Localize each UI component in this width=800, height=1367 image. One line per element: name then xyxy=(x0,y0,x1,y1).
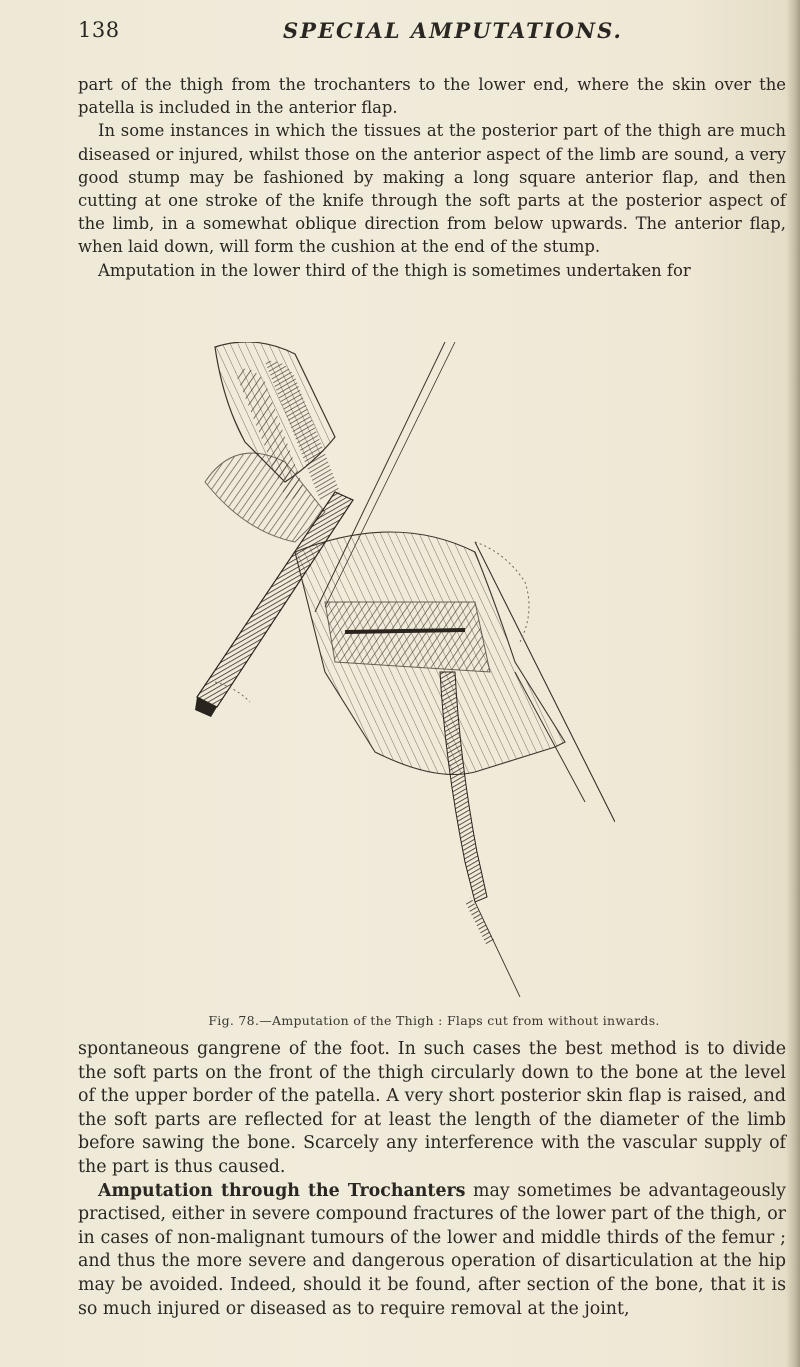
leg-shading xyxy=(465,897,495,946)
paragraph xyxy=(78,1180,786,1322)
bone-section xyxy=(345,630,465,632)
paragraph: In some instances in which the tissues at the posterior part of the thigh are much diseased or injured, whilst those on the anterior aspect of the limb are sound, a very good stump may be fashioned by making a long square anterior flap, and then cutting at one stroke of the knife through the soft parts at the posterior aspect of the limb, in a somewhat oblique direction from below upwards. The anterior flap, when laid down, will form the cushion at the end of the stump. xyxy=(78,121,786,257)
thigh-amputation-illustration xyxy=(175,342,615,997)
paragraph: Amputation in the lower third of the thigh is sometimes undertaken for xyxy=(98,260,691,280)
figure-thigh-amputation xyxy=(175,342,615,997)
figure-caption xyxy=(0,1013,800,1028)
text-block-top xyxy=(78,73,786,282)
muscle-section xyxy=(325,602,490,672)
paragraph: spontaneous gangrene of the foot. In such cases the best method is to divide the soft parts on the front of the thigh circularly down to the bone at the level of the upper border of the patella. A very short posterior skin flap is raised, and the soft parts are reflected for at least the length of the diameter of the limb before sawing the bone. Scarcely any interference with the vascular supply of the part is thus caused. xyxy=(78,1039,786,1177)
paragraph: part of the thigh from the trochanters to the lower end, where the skin over the patella is included in the anterior flap. xyxy=(78,75,786,118)
paragraph-text: may sometimes be advantageously practised, either in severe compound fractures of the lower part of the thigh, or in cases of non-malignant tumours of the lower and middle thirds of the femur ; and thus the more severe and dangerous operation of disarticulation at the hip may be avoided. Indeed, should it be found, after section of the bone, that it is so much injured or diseased as to require removal at the joint, xyxy=(78,1180,786,1319)
page-edge xyxy=(786,0,800,1367)
limb-outline xyxy=(475,902,520,997)
caption-text: Fig. 78.—Amputation of the Thigh : Flaps cut from without inwards. xyxy=(208,1013,660,1028)
page-header xyxy=(78,18,778,58)
text-block-bottom xyxy=(78,1038,786,1321)
page-number: 138 xyxy=(78,18,120,42)
section-heading: Amputation through the Trochanters xyxy=(98,1180,466,1201)
running-head: SPECIAL AMPUTATIONS. xyxy=(283,18,623,43)
